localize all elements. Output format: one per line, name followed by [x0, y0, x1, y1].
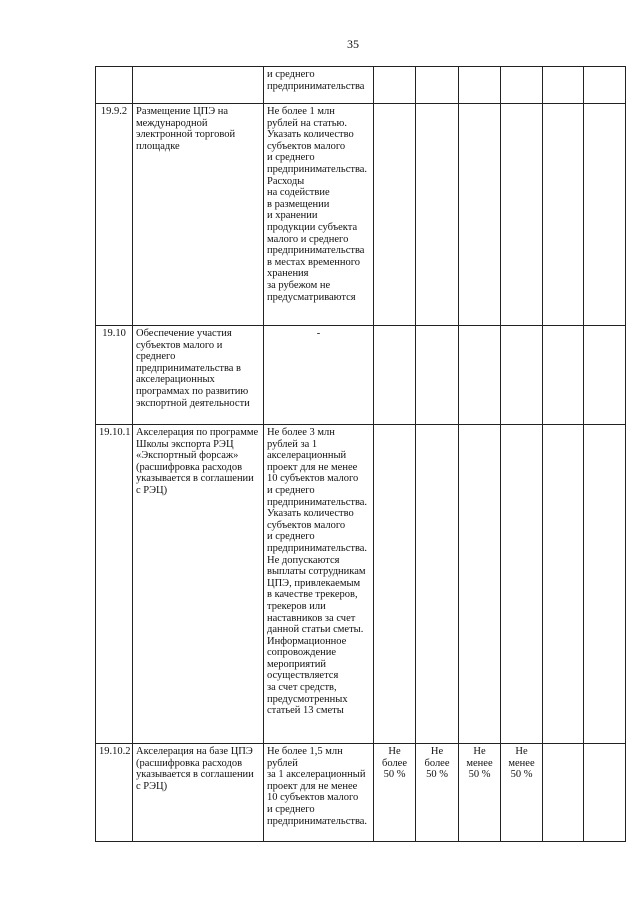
value-cell — [459, 104, 501, 326]
table-row — [96, 104, 626, 326]
value-cell — [543, 744, 584, 842]
value-cell — [416, 425, 459, 744]
value-cell — [543, 326, 584, 425]
row-name: Акселерация по программе Школы экспорта РЭЦ «Экспортный форсаж» (расшифровка расходов указывается в соглашении с РЭЦ) — [133, 425, 264, 744]
value-cell — [501, 104, 543, 326]
row-condition: Не более 1,5 млн рублей за 1 акселерационный проект для не менее 10 субъектов малого и среднего предпринимательства. — [264, 744, 374, 842]
budget-table — [95, 66, 626, 842]
row-number: 19.10.2 — [96, 744, 133, 842]
table-row — [96, 425, 626, 744]
row-condition: Не более 3 млн рублей за 1 акселерационный проект для не менее 10 субъектов малого и среднего предпринимательства. Указать количество субъектов малого и среднего предпринимательства. Не допускаются выплаты сотрудникам ЦПЭ, привлекаемым в качестве трекеров, трекеров или наставников за счет данной статьи сметы. Информационное сопровождение мероприятий осуществляется за счет средств, предусмотренных статьей 13 сметы — [264, 425, 374, 744]
value-cell — [584, 425, 626, 744]
value-cell — [543, 425, 584, 744]
value-cell — [374, 67, 416, 104]
row-name: Размещение ЦПЭ на международной электронной торговой площадке — [133, 104, 264, 326]
row-name — [133, 67, 264, 104]
value-cell — [416, 104, 459, 326]
value-cell — [374, 326, 416, 425]
value-cell — [584, 104, 626, 326]
row-name: Обеспечение участия субъектов малого и среднего предпринимательства в акселерационных программах по развитию экспортной деятельности — [133, 326, 264, 425]
row-condition: и среднего предпринимательства — [264, 67, 374, 104]
value-cell — [416, 67, 459, 104]
row-number — [96, 67, 133, 104]
value-cell — [501, 425, 543, 744]
value-cell — [584, 67, 626, 104]
value-cell — [374, 104, 416, 326]
row-condition: Не более 1 млн рублей на статью. Указать количество субъектов малого и среднего предпринимательства. Расходы на содействие в размещении и хранении продукции субъекта малого и среднего предпринимательства в местах временного хранения за рубежом не предусматриваются — [264, 104, 374, 326]
row-number: 19.9.2 — [96, 104, 133, 326]
value-cell: Не более 50 % — [374, 744, 416, 842]
row-condition: - — [264, 326, 374, 425]
row-number: 19.10 — [96, 326, 133, 425]
row-name: Акселерация на базе ЦПЭ (расшифровка расходов указывается в соглашении с РЭЦ) — [133, 744, 264, 842]
table-row — [96, 67, 626, 104]
value-cell: Не менее 50 % — [501, 744, 543, 842]
value-cell — [374, 425, 416, 744]
page-number: 35 — [347, 37, 359, 51]
value-cell: Не более 50 % — [416, 744, 459, 842]
table-row — [96, 326, 626, 425]
row-number: 19.10.1 — [96, 425, 133, 744]
value-cell — [501, 67, 543, 104]
value-cell — [543, 104, 584, 326]
table-row — [96, 744, 626, 842]
value-cell — [459, 326, 501, 425]
value-cell — [543, 67, 584, 104]
value-cell — [459, 425, 501, 744]
value-cell: Не менее 50 % — [459, 744, 501, 842]
value-cell — [416, 326, 459, 425]
value-cell — [584, 744, 626, 842]
value-cell — [459, 67, 501, 104]
value-cell — [584, 326, 626, 425]
value-cell — [501, 326, 543, 425]
